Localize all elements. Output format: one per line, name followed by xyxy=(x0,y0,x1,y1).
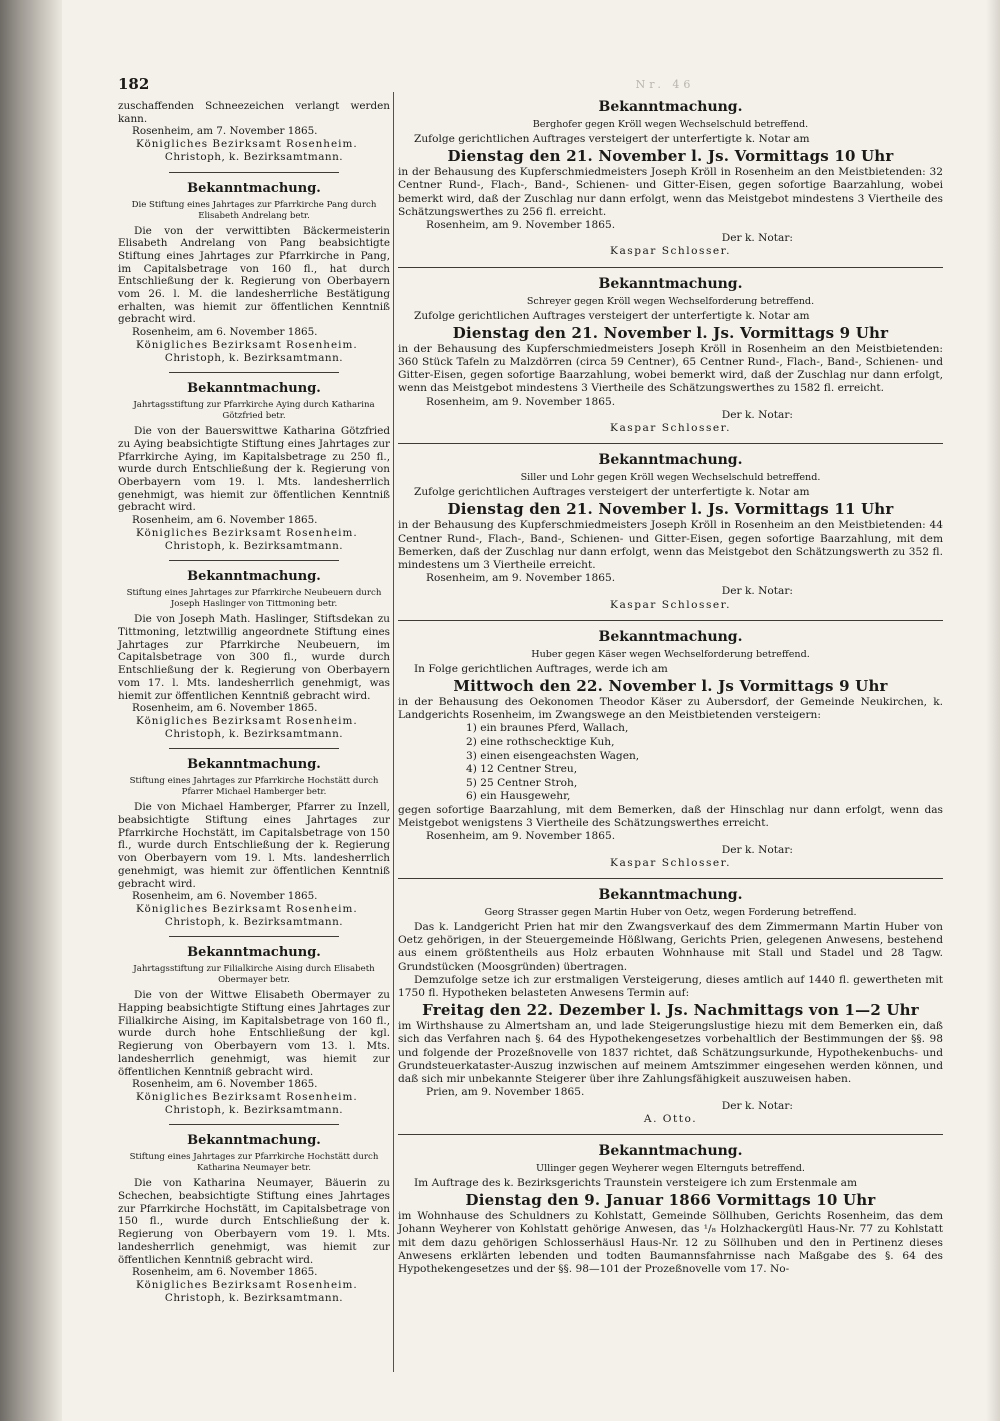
notice-office: Königliches Bezirksamt Rosenheim. xyxy=(136,714,358,727)
notary-title: Der k. Notar: xyxy=(721,585,793,598)
notice-subject: Jahrtagsstiftung zur Pfarrkirche Aying durch Katharina Götzfried betr. xyxy=(133,400,375,422)
notice-date: Rosenheim, am 9. November 1865. xyxy=(426,572,616,585)
notice-heading: Bekanntmachung. xyxy=(187,180,321,196)
notice-body: in der Behausung des Kupferschmiedmeisters Joseph Kröll in Rosenheim an den Meistbietenden: 44 Centner Rund-, Flach-, Band-, Schienen- und Gitter-Eisen, gegen sofortige Baarzahlung, mit dem Bemerken, daß der Zuschlag nur dann erfolgt, wenn das Meistgebot den Schätzungswerth zu 352 fl. mindestens um 3 Viertheile erreicht. xyxy=(398,519,943,572)
book-gutter xyxy=(0,0,62,1421)
list-item: 5) 25 Centner Stroh, xyxy=(466,776,578,789)
column-divider xyxy=(393,92,394,1372)
notice-body: Die von Katharina Neumayer, Bäuerin zu Schechen, beabsichtigte Stiftung eines Jahrtages zur Pfarrkirche Hochstätt, im Capitalsbetrage von 150 fl., wurde durch Entschließung der k. Regierung von Oberbayern vom 19. l. Mts. landesherrlich genehmigt, was hiemit zur öffentlichen Kenntniß gebracht wird. xyxy=(118,1177,390,1266)
notice-official: Christoph, k. Bezirksamtmann. xyxy=(164,150,344,163)
notice-date: Rosenheim, am 9. November 1865. xyxy=(426,830,616,843)
right-column xyxy=(398,94,943,1284)
notice-heading: Bekanntmachung. xyxy=(598,452,743,469)
list-item: 3) einen eisengeachsten Wagen, xyxy=(466,749,640,762)
notice-heading: Bekanntmachung. xyxy=(187,1133,321,1149)
notary-title: Der k. Notar: xyxy=(721,408,793,421)
notice-subject: Stiftung eines Jahrtages zur Pfarrkirche Hochstätt durch Katharina Neumayer betr. xyxy=(129,1152,379,1174)
left-column xyxy=(118,100,390,1312)
notice-heading: Bekanntmachung. xyxy=(598,628,743,645)
notice-aying xyxy=(118,381,390,552)
auction-date: Dienstag den 21. November l. Js. Vormittags 11 Uhr xyxy=(447,500,894,519)
notice-subject: Schreyer gegen Kröll wegen Wechselforderung betreffend. xyxy=(526,295,815,307)
notice-body: in der Behausung des Oekonomen Theodor Käser zu Aubersdorf, der Gemeinde Neukirchen, k. Landgerichts Rosenheim, im Zwangswege an den Meistbietenden versteigern: xyxy=(398,696,943,722)
divider xyxy=(169,372,339,373)
notice-date: Rosenheim, am 7. November 1865. xyxy=(132,125,318,138)
notice-body: in der Behausung des Kupferschmiedmeisters Joseph Kröll in Rosenheim an den Meistbietenden: 360 Stück Tafeln zu Malzdörren (circa 59 Centner), 65 Centner Rund-, Flach-, Band-, Schienen- und Gitter-Eisen, gegen sofortige Baarzahlung, wobei bemerkt wird, daß der Zuschlag nur dann erfolgt, wenn das Meistgebot mindestens 3 Viertheile des Schätzungswerthes zu 1582 fl. erreicht. xyxy=(398,342,943,395)
notice-hochstaett-hamberger xyxy=(118,757,390,928)
notice-heading: Bekanntmachung. xyxy=(598,275,743,292)
notice-date: Rosenheim, am 6. November 1865. xyxy=(132,326,318,339)
notice-subject: Siller und Lohr gegen Kröll wegen Wechselschuld betreffend. xyxy=(520,472,821,484)
notice-office: Königliches Bezirksamt Rosenheim. xyxy=(136,138,358,151)
notary-name: Kaspar Schlosser. xyxy=(610,422,731,435)
notice-office: Königliches Bezirksamt Rosenheim. xyxy=(136,1279,358,1291)
notice-huber-kaeser xyxy=(398,628,943,870)
notice-intro: Zufolge gerichtlichen Auftrages versteigert der unterfertigte k. Notar am xyxy=(414,133,810,145)
notice-date: Rosenheim, am 6. November 1865. xyxy=(132,890,318,903)
notice-pang xyxy=(118,181,390,365)
notice-subject: Jahrtagsstiftung zur Filialkirche Aising durch Elisabeth Obermayer betr. xyxy=(133,964,375,986)
auction-date: Freitag den 22. Dezember l. Js. Nachmittags von 1—2 Uhr xyxy=(422,1001,919,1020)
notice-date: Rosenheim, am 6. November 1865. xyxy=(132,514,318,527)
auction-date: Dienstag den 21. November l. Js. Vormittags 10 Uhr xyxy=(447,147,894,166)
notice-heading: Bekanntmachung. xyxy=(187,945,321,961)
notice-body: in der Behausung des Kupferschmiedmeisters Joseph Kröll in Rosenheim an den Meistbietenden: 32 Centner Rund-, Flach-, Band-, Schienen- und Gitter-Eisen, gegen sofortige Baarzahlung, wobei bemerkt wird, daß der Zuschlag nur dann erfolgt, wenn das Meistgebot mindestens 3 Viertheile des Schätzungswerthes zu 256 fl. erreicht. xyxy=(398,166,943,218)
notice-heading: Bekanntmachung. xyxy=(598,1142,743,1159)
notice-closing: gegen sofortige Baarzahlung, mit dem Bemerken, daß der Hinschlag nur dann erfolgt, wenn das Meistgebot wenigstens 3 Viertheile des Schätzungswerthes erreicht. xyxy=(398,804,943,830)
auction-items-list xyxy=(466,722,943,804)
notary-title: Der k. Notar: xyxy=(721,232,793,245)
notice-office: Königliches Bezirksamt Rosenheim. xyxy=(136,338,358,351)
divider xyxy=(169,172,339,173)
notice-neubeuern xyxy=(118,569,390,740)
notice-official: Christoph, k. Bezirksamtmann. xyxy=(164,351,344,364)
notice-siller xyxy=(398,451,943,612)
notice-body: Die von der Wittwe Elisabeth Obermayer zu Happing beabsichtigte Stiftung eines Jahrtages zur Filialkirche Aising, im Kapitalsbetrage von 160 fl., wurde durch hohe Entschließung der kgl. Regierung von Oberbayern vom 13. l. Mts. landesherrlich genehmigt, was hiemit zur öffentlichen Kenntniß gebracht wird. xyxy=(118,989,390,1078)
notice-office: Königliches Bezirksamt Rosenheim. xyxy=(136,1090,358,1103)
notice-date: Rosenheim, am 6. November 1865. xyxy=(132,702,318,715)
notice-subject: Stiftung eines Jahrtages zur Pfarrkirche Hochstätt durch Pfarrer Michael Hamberger betr. xyxy=(129,776,379,798)
notice-heading: Bekanntmachung. xyxy=(187,569,321,585)
list-item: 2) eine rothschecktige Kuh, xyxy=(466,736,615,749)
notice-official: Christoph, k. Bezirksamtmann. xyxy=(164,1291,344,1304)
notice-subject: Stiftung eines Jahrtages zur Pfarrkirche Neubeuern durch Joseph Haslinger von Tittmoning betr. xyxy=(126,588,382,610)
notice-body-2: Demzufolge setze ich zur erstmaligen Versteigerung, dieses amtlich auf 1440 fl. gewertheten mit 1750 fl. Hypotheken belasteten Anwesens Termin auf: xyxy=(398,973,943,1000)
notice-heading: Bekanntmachung. xyxy=(598,99,743,115)
notice-body: Das k. Landgericht Prien hat mir den Zwangsverkauf des dem Zimmermann Martin Huber von Oetz gehörigen, in der Steuergemeinde Hößlwang, Gerichts Prien, gelegenen Anwesens, bestehend aus einem größtentheils aus Holz erbauten Wohnhause mit Stall und Stadel und 28 Tagw. Grundstücken (Moosgründen) übertragen. xyxy=(398,921,943,973)
notice-heading: Bekanntmachung. xyxy=(187,757,321,773)
notice-hochstaett-neumayer xyxy=(118,1133,390,1304)
notice-body: Die von der Bauerswittwe Katharina Götzfried zu Aying beabsichtigte Stiftung eines Jahrtages zur Pfarrkirche Aying, im Kapitalsbetrage zu 250 fl., wurde durch Entschließung der k. Regierung von Oberbayern vom 19. l. Mts. landesherrlich genehmigt, was hiemit zur öffentlichen Kenntniß gebracht wird. xyxy=(118,425,390,514)
list-item: 1) ein braunes Pferd, Wallach, xyxy=(466,722,629,735)
list-item: 4) 12 Centner Streu, xyxy=(466,763,578,776)
divider xyxy=(169,560,339,561)
carryover-notice xyxy=(118,100,390,164)
auction-date: Mittwoch den 22. November l. Js Vormittags 9 Uhr xyxy=(453,677,888,696)
divider xyxy=(398,1134,943,1135)
notice-heading: Bekanntmachung. xyxy=(187,381,321,397)
notice-intro: In Folge gerichtlichen Auftrages, werde ich am xyxy=(414,662,668,675)
notice-body: Die von Michael Hamberger, Pfarrer zu Inzell, beabsichtigte Stiftung eines Jahrtages zur Pfarrkirche Hochstätt, im Capitalsbetrage von 150 fl., wurde durch Entschließung der k. Regierung von Oberbayern vom 19. l. Mts. landesherrlich genehmigt, was hiemit zur öffentlichen Kenntniß gebracht wird. xyxy=(118,801,390,890)
notice-heading: Bekanntmachung. xyxy=(598,887,743,904)
divider xyxy=(398,443,943,444)
notice-date: Rosenheim, am 9. November 1865. xyxy=(426,395,616,408)
auction-date: Dienstag den 21. November l. Js. Vormittags 9 Uhr xyxy=(452,323,889,342)
notary-title: Der k. Notar: xyxy=(721,843,793,856)
page-number: 182 xyxy=(118,75,150,93)
divider xyxy=(169,1124,339,1125)
notice-office: Königliches Bezirksamt Rosenheim. xyxy=(136,902,358,915)
notice-subject: Die Stiftung eines Jahrtages zur Pfarrkirche Pang durch Elisabeth Andrelang betr. xyxy=(131,199,377,221)
notice-strasser xyxy=(398,886,943,1126)
notary-name: Kaspar Schlosser. xyxy=(610,245,731,258)
notice-office: Königliches Bezirksamt Rosenheim. xyxy=(136,526,358,539)
notice-schreyer xyxy=(398,275,943,436)
page-edge xyxy=(986,0,1000,1421)
notice-date: Rosenheim, am 6. November 1865. xyxy=(132,1266,318,1279)
divider xyxy=(398,878,943,879)
notice-intro: Zufolge gerichtlichen Auftrages versteigert der unterfertigte k. Notar am xyxy=(414,309,810,322)
notice-official: Christoph, k. Bezirksamtmann. xyxy=(164,1103,344,1116)
notice-subject: Huber gegen Käser wegen Wechselforderung betreffend. xyxy=(531,648,810,660)
notice-date: Prien, am 9. November 1865. xyxy=(426,1086,585,1099)
notice-official: Christoph, k. Bezirksamtmann. xyxy=(164,727,344,740)
notice-date: Rosenheim, am 6. November 1865. xyxy=(132,1078,318,1091)
notice-date: Rosenheim, am 9. November 1865. xyxy=(426,219,616,232)
divider xyxy=(398,267,943,268)
notary-title: Der k. Notar: xyxy=(721,1099,793,1112)
notice-intro: Zufolge gerichtlichen Auftrages versteigert der unterfertigte k. Notar am xyxy=(414,486,810,499)
notice-body: Die von der verwittibten Bäckermeisterin Elisabeth Andrelang von Pang beabsichtigte Stiftung eines Jahrtages zur Pfarrkirche in Pang, im Capitalsbetrage von 160 fl., hat durch Entschließung der k. Regierung von Oberbayern vom 26. l. M. die landesherrliche Bestätigung erhalten, was hiemit zur öffentlichen Kenntniß gebracht wird. xyxy=(118,224,390,326)
carryover-text: zuschaffenden Schneezeichen verlangt werden kann. xyxy=(118,100,390,125)
notice-official: Christoph, k. Bezirksamtmann. xyxy=(164,915,344,928)
notice-subject: Ullinger gegen Weyherer wegen Elternguts betreffend. xyxy=(536,1162,805,1174)
notice-body: im Wohnhause des Schuldners zu Kohlstatt, Gemeinde Söllhuben, Gerichts Rosenheim, das dem Johann Weyherer von Kohlstatt gehörige Anwesen, das ¹/₈ Holzhackergütl Haus-Nr. 77 zu Kohlstatt mit dem dazu gehörigen Schlosserhäusl Haus-Nr. 12 zu Söllhuben und den in Pertinenz dieses Anwesens erklärten lebenden und todten Baumannsfahrnisse nach Maßgabe des §. 64 des Hypothekengesetzes und der §§. 98—101 der Prozeßnovelle vom 17. No- xyxy=(398,1210,943,1275)
notary-name: Kaspar Schlosser. xyxy=(610,598,731,611)
notice-subject: Georg Strasser gegen Martin Huber von Oetz, wegen Forderung betreffend. xyxy=(484,907,857,919)
running-head: Nr. 46 xyxy=(635,78,695,91)
notice-subject: Berghofer gegen Kröll wegen Wechselschuld betreffend. xyxy=(532,119,809,130)
auction-date: Dienstag den 9. Januar 1866 Vormittags 10 Uhr xyxy=(465,1191,876,1210)
notary-name: A. Otto. xyxy=(643,1112,698,1125)
divider xyxy=(169,936,339,937)
list-item: 6) ein Hausgewehr, xyxy=(466,790,571,803)
notice-closing: im Wirthshause zu Almertsham an, und lade Steigerungslustige hiezu mit dem Bemerken ein, daß sich das Verfahren nach §. 64 des Hypothekengesetzes vorbehaltlich der Bestimmungen der §§. 98 und folgende der Prozeßnovelle von 1837 richtet, daß Schätzungsurkunde, Hypothekenbuchs- und Grundsteuerkataster-Auszug inzwischen auf meinem Amtszimmer eingesehen werden können, und daß sich mir unbekannte Steigerer über ihre Zahlungsfähigkeit auszuweisen haben. xyxy=(398,1020,943,1086)
notary-name: Kaspar Schlosser. xyxy=(610,856,731,869)
notice-intro: Im Auftrage des k. Bezirksgerichts Traunstein versteigere ich zum Erstenmale am xyxy=(414,1176,858,1189)
notice-berghofer xyxy=(398,98,943,259)
notice-body: Die von Joseph Math. Haslinger, Stiftsdekan zu Tittmoning, letztwillig angeordnete Stiftung eines Jahrtages zur Pfarrkirche Neubeuern, im Capitalsbetrage von 300 fl., wurde durch Entschließung der k. Regierung von Oberbayern vom 17. l. Mts. landesherrlich genehmigt, was hiemit zur öffentlichen Kenntniß gebracht wird. xyxy=(118,613,390,702)
notice-official: Christoph, k. Bezirksamtmann. xyxy=(164,539,344,552)
notice-ullinger xyxy=(398,1142,943,1276)
divider xyxy=(169,748,339,749)
divider xyxy=(398,620,943,621)
notice-aising xyxy=(118,945,390,1116)
